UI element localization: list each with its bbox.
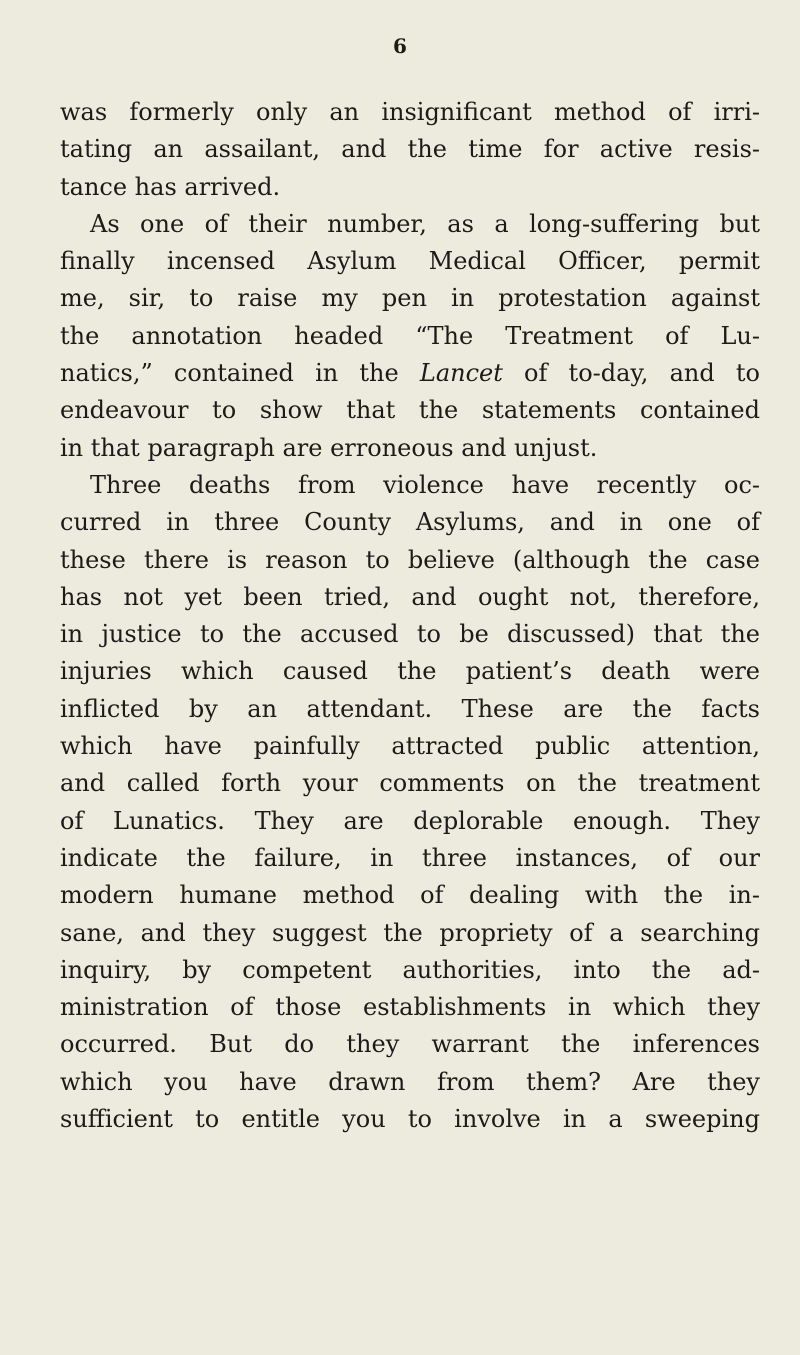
text-line: injuries which caused the patient’s death were	[60, 657, 760, 686]
text-line: of Lunatics. They are deplorable enough. They	[60, 806, 760, 835]
paragraph	[60, 467, 760, 1138]
text-line: sane, and they suggest the propriety of a searching	[60, 918, 760, 947]
text-line: tance has arrived.	[60, 172, 281, 201]
text-line: Three deaths from violence have recently oc-	[90, 470, 760, 499]
text-line: sufficient to entitle you to involve in a sweeping	[60, 1105, 760, 1134]
text-line: occurred. But do they warrant the inferences	[60, 1030, 760, 1059]
text-line: the annotation headed “The Treatment of Lu-	[60, 321, 760, 350]
text-line-with-italic: natics,” contained in the Lancet of to-day, and to	[60, 359, 760, 388]
text-line: inquiry, by competent authorities, into the ad-	[60, 955, 760, 984]
text-line: these there is reason to believe (although the case	[60, 545, 760, 574]
paragraph	[60, 94, 760, 206]
text-line: in that paragraph are erroneous and unjust.	[60, 433, 598, 462]
text-line: ministration of those establishments in which they	[60, 993, 760, 1022]
body-text	[60, 94, 760, 1138]
text-line: which have painfully attracted public attention,	[60, 732, 760, 761]
text-line: has not yet been tried, and ought not, therefore,	[60, 582, 760, 611]
text-line: curred in three County Asylums, and in one of	[60, 508, 760, 537]
italic-title: Lancet	[419, 359, 503, 388]
text-line: tating an assailant, and the time for active resis-	[60, 135, 760, 164]
text-line: was formerly only an insignificant method of irri-	[60, 98, 760, 126]
text-line: As one of their number, as a long-suffering but	[90, 209, 760, 238]
text-line: finally incensed Asylum Medical Officer, permit	[60, 247, 760, 276]
text-line: modern humane method of dealing with the in-	[60, 881, 760, 910]
page-number: 6	[393, 34, 407, 58]
paragraph	[60, 206, 760, 467]
text-line: indicate the failure, in three instances, of our	[60, 843, 760, 872]
text-line: in justice to the accused to be discussed) that the	[60, 620, 760, 649]
text-line: inflicted by an attendant. These are the facts	[60, 694, 760, 723]
text-line: me, sir, to raise my pen in protestation against	[60, 284, 760, 313]
text-line: which you have drawn from them? Are they	[60, 1067, 760, 1096]
text-line: and called forth your comments on the treatment	[60, 769, 760, 798]
text-line: endeavour to show that the statements contained	[60, 396, 760, 425]
